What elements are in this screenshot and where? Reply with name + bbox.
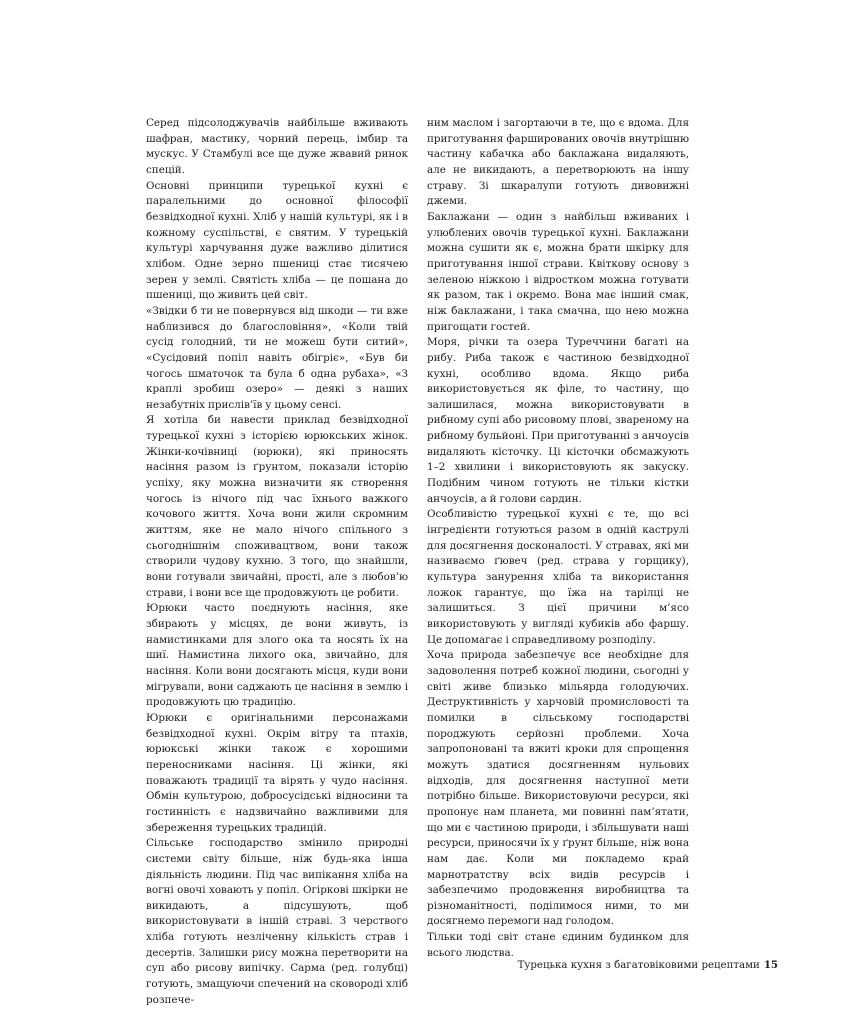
running-title: Турецька кухня з багатовіковими рецептами — [517, 960, 760, 971]
paragraph: Я хотіла би навести приклад безвідходної турецької кухні з історією юрюкських жінок. Жінки-кочівниці (юрюки), які приносять насіння разом із ґрунтом, показали історію успіху, яку можна визначити як створення чогось із нічого під час їхнього важкого кочового життя. Хоча вони жили скромним життям, яке не мало нічого спільного з сьогоднішнім споживацтвом, вони також створили чудову кухню. З того, що знайшли, вони готували звичайні, прості, але з любов’ю страви, і вони все ще продовжують це робити. — [146, 414, 408, 599]
paragraph: Юрюки є оригінальними персонажами безвідходної кухні. Окрім вітру та птахів, юрюкські жінки також є хорошими переносниками насіння. Ці жінки, які поважають традиції та вірять у чудо насіння. Обмін культурою, добросусідські відносини та гостинність є надзвичайно важливими для збереження турецьких традицій. — [146, 711, 408, 834]
paragraph: Сільське господарство змінило природні системи світу більше, ніж будь-яка інша діяльність людини. Під час випікання хліба на вогні овочі ховають у попіл. Огіркові шкірки не викидають, а підсушують, щоб використовувати в іншій страві. З черствого хліба готують незліченну кількість страв і десертів. Залишки рису можна перетворити на суп або рисову випічку. Сарма (ред. голубці) готують, змащуючи спечений на сковороді хліб розпече- — [146, 837, 408, 1006]
paragraph: Моря, річки та озера Туреччини багаті на рибу. Риба також є частиною безвідходної кухні, особливо вдома. Якщо риба використовується як філе, то частину, що залишилася, можна використовувати в рибному супі або рисовому плові, звареному на рибному бульйоні. При приготуванні з анчоусів видаляють кісточку. Ці кісточки обсмажують 1–2 хвилини і використовують як закуску. Подібним чином готують не тільки кістки анчоусів, а й голови сардин. — [427, 336, 689, 505]
paragraph: Хоча природа забезпечує все необхідне для задоволення потреб кожної людини, сьогодні у світі живе близько мільярда голодуючих. Деструктивність у харчовій промисловості та помилки в сільському господарстві породжують серйозні проблеми. Хоча запропоновані та вжиті кроки для спрощення можуть здатися досягненням нульових відходів, для досягнення наступної мети потрібно більше. Використовуючи ресурси, які пропонує нам планета, ми повинні пам’ятати, що ми є частиною природи, і збільшувати наші ресурси, приносячи їх у ґрунт більше, ніж вона нам дає. Коли ми покладемо край марнотратству всіх видів ресурсів і забезпечимо продовження виробництва та різноманітності, поділимося ними, то ми досягнемо перемоги над голодом. — [427, 649, 689, 928]
paragraph: Юрюки часто поєднують насіння, яке збирають у місцях, де вони живуть, із намистинками для злого ока та носять їх на шиї. Намистина лихого ока, звичайно, для насіння. Коли вони досягають місця, куди вони мігрували, вони саджають це насіння в землю і продовжують цю традицію. — [146, 602, 408, 709]
paragraph: Баклажани — один з найбільш вживаних і улюблених овочів турецької кухні. Баклажани можна сушити як є, можна брати шкірку для приготування іншої страви. Квіткову основу з зеленою ніжкою і відростком можна готувати як разом, так і окремо. Вона має інший смак, ніж баклажани, і така смачна, що нею можна пригощати гостей. — [427, 210, 689, 333]
right-text-column — [427, 116, 689, 961]
left-text-column — [146, 116, 408, 1008]
page-footer — [518, 958, 778, 973]
paragraph: Серед підсолоджувачів найбільше вживають шафран, мастику, чорний перець, імбир та мускус. У Стамбулі все ще дуже жвавий ринок спецій. — [146, 117, 408, 176]
paragraph: «Звідки б ти не повернувся від шкоди — ти вже наблизився до благословіння», «Коли твій сусід голодний, ти не можеш бути ситий», «Сусідовий попіл навіть обігріє», «Був би чогось шматочок та була б одна рубаха», «З краплі зробиш озеро» — деякі з наших незабутніх прислів’їв у цьому сенсі. — [146, 304, 408, 411]
paragraph: Особливістю турецької кухні є те, що всі інгредієнти готуються разом в одній каструлі для досягнення досконалості. У стравах, які ми називаємо ґювеч (ред. страва у горщику), культура занурення хліба та використання ложок гарантує, що їжа на тарілці не залишиться. З цієї причини м’ясо використовують у вигляді кубиків або фаршу. Це допомагає і справедливому розподілу. — [427, 508, 689, 646]
page-number: 15 — [763, 959, 778, 971]
paragraph: Тільки тоді світ стане єдиним будинком для всього людства. — [427, 931, 689, 959]
paragraph: Основні принципи турецької кухні є паралельними до основної філософії безвідходної кухні. Хліб у нашій культурі, як і в кожному суспільстві, є святим. У турецькій культурі харчування дуже важливо ділитися хлібом. Одне зерно пшениці стає тисячею зерен у землі. Святість хліба — це пошана до пшениці, що живить цей світ. — [146, 179, 408, 302]
paragraph: ним маслом і загортаючи в те, що є вдома. Для приготування фаршированих овочів внутрішню частину кабачка або баклажана видаляють, але не викидають, а перетворюють на іншу страву. Зі шкаралупи готують дивовижні джеми. — [427, 117, 689, 208]
